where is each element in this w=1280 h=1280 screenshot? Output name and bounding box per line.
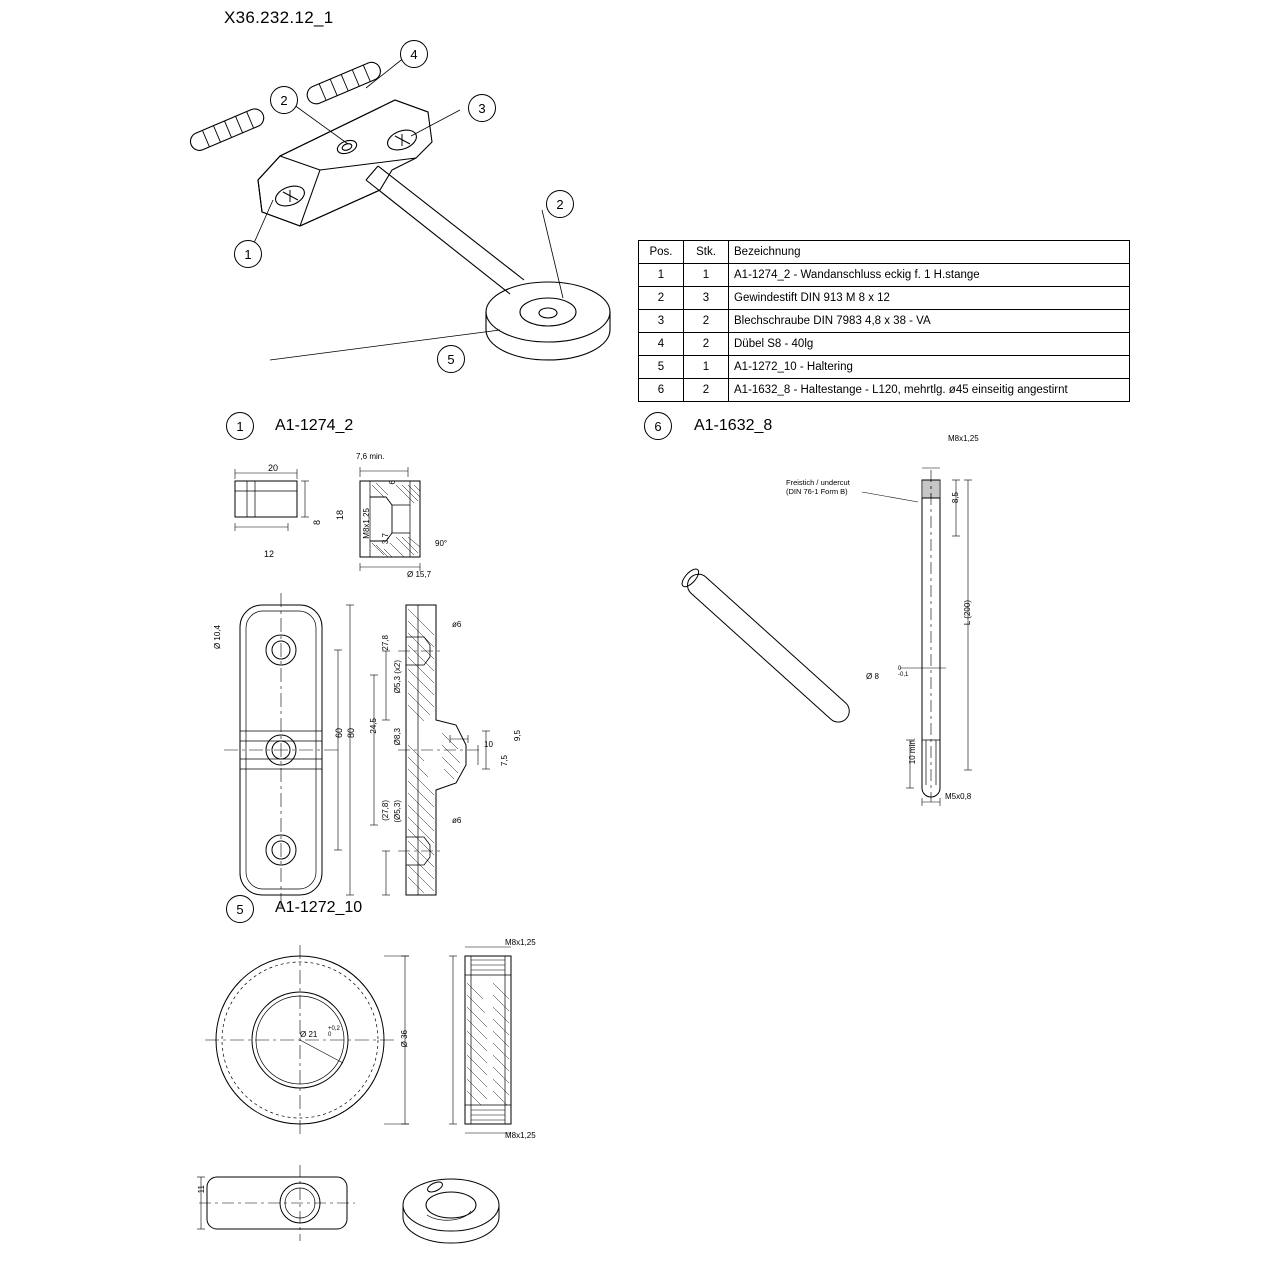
callout-label: 3 [478, 100, 486, 116]
dim-90deg: 90° [435, 539, 448, 548]
callout-bubble-5 [437, 345, 465, 373]
callout-bubble-3 [468, 94, 496, 122]
dim-6: 6 [388, 480, 397, 485]
dim-m5x08: M5x0,8 [945, 792, 972, 801]
table-row [639, 379, 1130, 402]
dim-8: 8 [312, 520, 322, 526]
callout-label: 2 [280, 92, 288, 108]
cell-bez: A1-1632_8 - Haltestange - L120, mehrtlg. ø45 einseitig angestirnt [729, 379, 1130, 402]
header-pos: Pos. [639, 241, 684, 264]
table-row [639, 310, 1130, 333]
dim-18: 18 [335, 510, 345, 521]
section-title-5: A1-1272_10 [275, 899, 363, 916]
callout-label: 5 [447, 351, 455, 367]
undercut-note [786, 478, 850, 496]
cell-stk: 1 [684, 356, 729, 379]
section-bubble-label: 6 [654, 418, 662, 434]
dim-m8x125: M8x1,25 [362, 508, 371, 539]
parts-table [638, 240, 1130, 402]
cell-stk: 2 [684, 310, 729, 333]
callout-label: 4 [410, 46, 418, 62]
table-header-row [639, 241, 1130, 264]
dim-dia8: Ø 8 [866, 672, 879, 681]
dim-m8-bottom: M8x1,25 [505, 1131, 536, 1140]
section-bubble-5 [226, 895, 254, 923]
assembly-isometric-view [180, 30, 640, 400]
cell-stk: 2 [684, 333, 729, 356]
section-title-1: A1-1274_2 [275, 417, 354, 434]
dim-m8-top: M8x1,25 [505, 938, 536, 947]
dim-75: 7,5 [500, 755, 509, 767]
cell-pos: 1 [639, 264, 684, 287]
dim-80: 80 [346, 728, 356, 739]
cell-bez: Dübel S8 - 40lg [729, 333, 1130, 356]
dim-60: 60 [334, 728, 344, 739]
section-bubble-label: 1 [236, 418, 244, 434]
callout-bubble-1 [234, 240, 262, 268]
dim-83: Ø8,3 [393, 728, 402, 746]
table-row [639, 356, 1130, 379]
table-row [639, 333, 1130, 356]
cell-pos: 5 [639, 356, 684, 379]
dim-dia36: Ø 36 [400, 1030, 409, 1048]
table-row [639, 287, 1130, 310]
dim-dia21-tolerance [328, 1026, 340, 1038]
callout-label: 1 [244, 246, 252, 262]
cell-stk: 3 [684, 287, 729, 310]
dim-dia157: Ø 15,7 [407, 570, 432, 579]
dim-10: 10 [484, 740, 493, 749]
part5-views [195, 935, 575, 1265]
callout-bubble-2a [270, 86, 298, 114]
dim-20: 20 [268, 463, 279, 473]
tol-lower: 0 [328, 1032, 332, 1038]
callout-label: 2 [556, 196, 564, 212]
dim-11: 11 [197, 1185, 206, 1194]
section-bubble-label: 5 [236, 901, 244, 917]
table-row [639, 264, 1130, 287]
cell-pos: 6 [639, 379, 684, 402]
dim-37: 3,7 [381, 533, 390, 545]
cell-bez: A1-1274_2 - Wandanschluss eckig f. 1 H.stange [729, 264, 1130, 287]
dim-dia6-bottom: ø6 [452, 816, 462, 825]
cell-bez: Blechschraube DIN 7983 4,8 x 38 - VA [729, 310, 1130, 333]
callout-bubble-2b [546, 190, 574, 218]
dim-m8x125-rod: M8x1,25 [948, 434, 979, 443]
cell-pos: 3 [639, 310, 684, 333]
dim-278b: (27,8) [381, 800, 390, 821]
undercut-note-line2: (DIN 76-1 Form B) [786, 487, 848, 496]
section-bubble-6 [644, 412, 672, 440]
dim-dia21: Ø 21 [300, 1030, 318, 1039]
tol-lower: -0,1 [898, 672, 909, 678]
dim-278: 27,8 [381, 635, 390, 651]
section-bubble-1 [226, 412, 254, 440]
cell-pos: 4 [639, 333, 684, 356]
part1-views [210, 445, 550, 885]
dim-dia104: Ø 10,4 [213, 625, 222, 650]
dim-l200: L (200) [963, 600, 972, 626]
dim-dia8-tolerance [898, 666, 908, 678]
page-title: X36.232.12_1 [224, 8, 334, 27]
dim-245: 24,5 [369, 718, 378, 734]
cell-pos: 2 [639, 287, 684, 310]
dim-dia6-top: ø6 [452, 620, 462, 629]
cell-bez: A1-1272_10 - Haltering [729, 356, 1130, 379]
tol-upper: +0,2 [328, 1026, 340, 1032]
dim-76min: 7,6 min. [356, 452, 385, 461]
cell-stk: 2 [684, 379, 729, 402]
cell-stk: 1 [684, 264, 729, 287]
header-stk: Stk. [684, 241, 729, 264]
dim-95: 9,5 [513, 730, 522, 742]
header-bez: Bezeichnung [729, 241, 1130, 264]
section-title-6: A1-1632_8 [694, 417, 773, 434]
dim-85: 8,5 [951, 492, 960, 504]
dim-12: 12 [264, 549, 275, 559]
dim-53b: (Ø5,3) [393, 800, 402, 823]
dim-53x2: Ø5,3 (x2) [393, 660, 402, 694]
undercut-note-line1: Freistich / undercut [786, 478, 850, 487]
tol-upper: 0 [898, 666, 902, 672]
dim-10min: 10 min. [908, 738, 917, 765]
callout-bubble-4 [400, 40, 428, 68]
cell-bez: Gewindestift DIN 913 M 8 x 12 [729, 287, 1130, 310]
